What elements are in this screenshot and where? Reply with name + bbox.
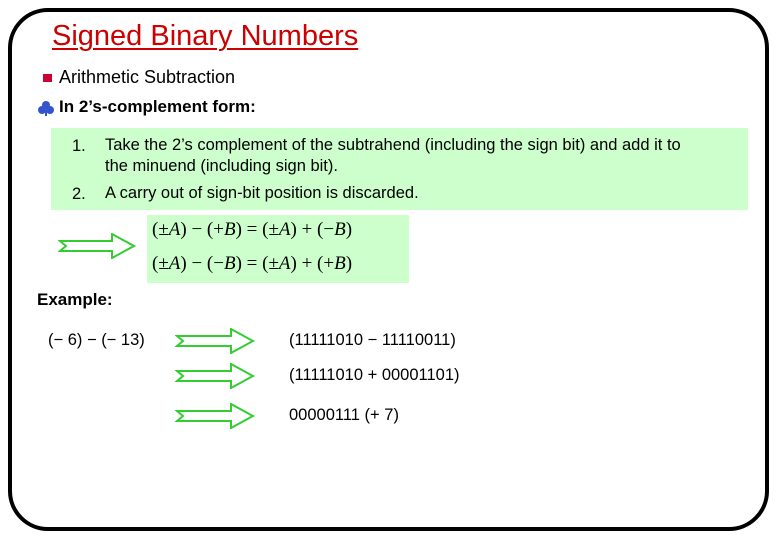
- right-arrow-icon: [175, 328, 257, 354]
- formula-rule-1: (±A) − (+B) = (±A) + (−B): [152, 219, 353, 240]
- step-number: 1.: [72, 137, 86, 155]
- right-arrow-icon: [175, 403, 257, 429]
- right-arrow-icon: [175, 363, 257, 389]
- right-arrow-icon: [58, 233, 138, 259]
- example-result: 00000111 (+ 7): [289, 406, 399, 424]
- example-expression: (− 6) − (− 13): [48, 331, 145, 349]
- step-text: A carry out of sign-bit position is discarded.: [105, 184, 419, 202]
- step-text: Take the 2’s complement of the subtrahend (including the sign bit) and add it to: [105, 136, 681, 154]
- subheading: In 2’s-complement form:: [59, 97, 256, 116]
- club-bullet-icon: [37, 100, 55, 118]
- formula-rule-2: (±A) − (−B) = (±A) + (+B): [152, 253, 353, 274]
- square-bullet-icon: [43, 74, 52, 82]
- example-label: Example:: [37, 290, 113, 309]
- example-step-2: (11111010 + 00001101): [289, 366, 460, 384]
- slide-title: Signed Binary Numbers: [52, 20, 359, 52]
- section-heading: Arithmetic Subtraction: [59, 67, 236, 87]
- step-number: 2.: [72, 185, 86, 203]
- step-text: the minuend (including sign bit).: [105, 157, 338, 175]
- example-step-1: (11111010 − 11110011): [289, 331, 456, 349]
